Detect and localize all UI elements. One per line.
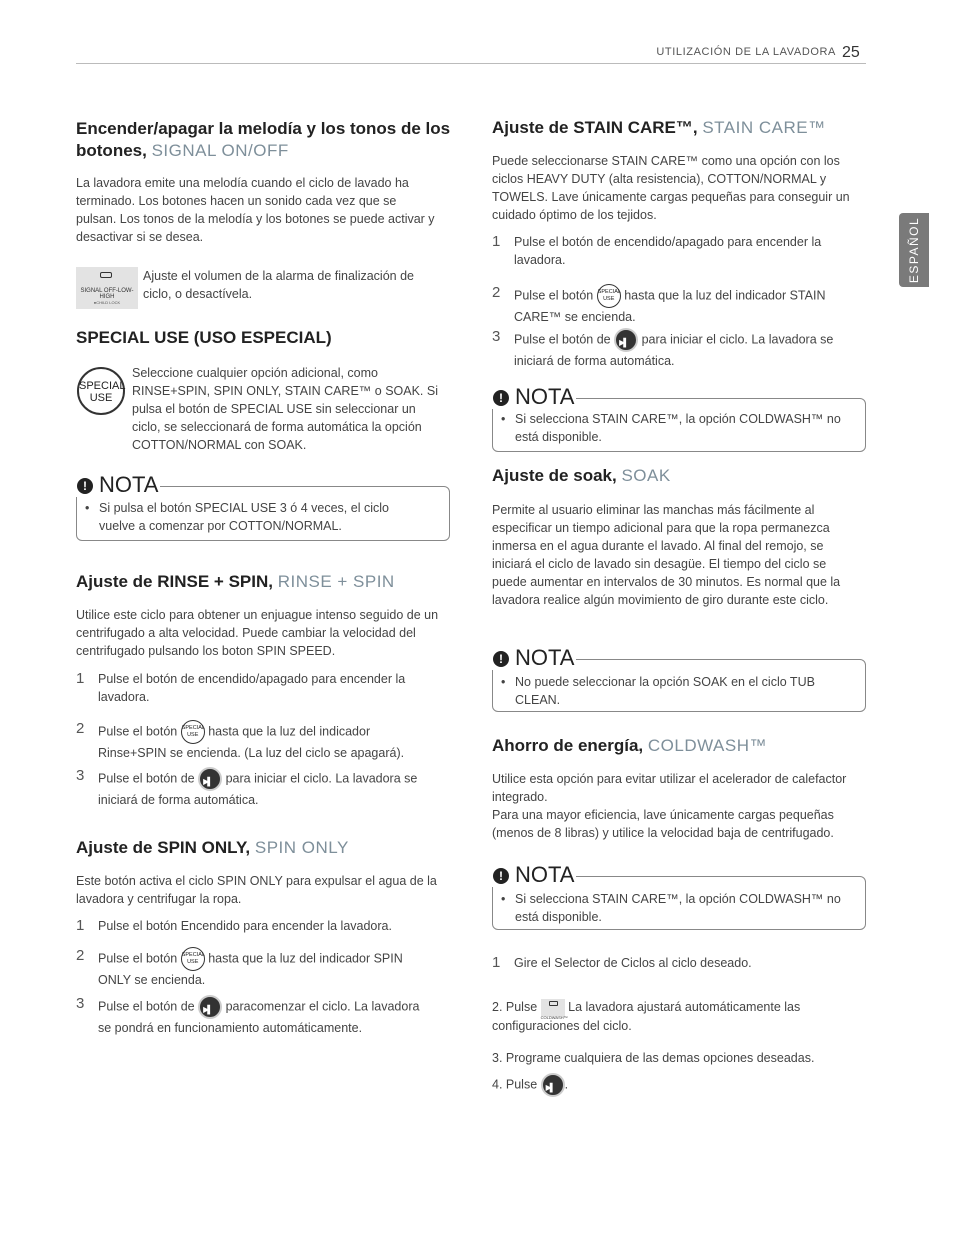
coldwash-button-icon — [540, 999, 568, 1020]
signal-indicator-icon — [100, 272, 112, 278]
spin-heading — [76, 837, 456, 859]
signal-body: La lavadora emite una melodía cuando el ciclo de lavado ha terminado. Los botones hacen un sonido cada vez que se pulsan. Los tonos de la melodía y los botones se puede activar y desactivar si se desea. — [76, 176, 435, 244]
spin-heading-accent: SPIN ONLY — [254, 838, 349, 857]
start-pause-icon — [541, 1073, 565, 1097]
rinse-heading — [76, 571, 456, 593]
step-number: 1 — [492, 954, 501, 971]
stain-heading-accent: STAIN CARE™ — [702, 118, 826, 137]
start-pause-icon — [614, 328, 638, 352]
rinse-step-3 — [76, 767, 436, 807]
rinse-heading-accent: RINSE + SPIN — [277, 572, 395, 591]
coldwash-step-1 — [492, 954, 862, 974]
start-pause-icon — [198, 767, 222, 791]
coldwash-heading — [492, 735, 872, 757]
rinse-step-2 — [76, 720, 436, 760]
coldwash-icon-caption: COLDWASH™ — [540, 1014, 568, 1020]
coldwash-step-3: 3. Programe cualquiera de las demas opciones deseadas. — [492, 1051, 815, 1065]
special-use-icon: SPECIAL USE — [181, 720, 205, 744]
spin-step-1 — [76, 917, 436, 937]
coldwash-heading-text: Ahorro de energía, — [492, 736, 648, 755]
spin-step-3 — [76, 995, 436, 1035]
soak-heading-accent: SOAK — [621, 466, 671, 485]
page-number: 25 — [842, 44, 860, 61]
language-tab-label: ESPAÑOL — [907, 216, 921, 284]
running-header: UTILIZACIÓN DE LA LAVADORA — [656, 46, 836, 58]
note-text-4: Si selecciona STAIN CARE™, la opción COLDWASH™ no está disponible. — [515, 892, 841, 924]
alert-icon: ! — [493, 651, 509, 667]
coldwash-step-4 — [492, 1073, 864, 1097]
step-text: Pulse el botón de encendido/apagado para encender la lavadora. — [514, 235, 822, 267]
step-text: Pulse el botón SPECIAL USE hasta que la luz del indicador SPIN ONLY se encienda. — [98, 947, 436, 989]
step-number: 1 — [76, 670, 85, 687]
step-number: 3 — [76, 767, 85, 784]
note-heading-4: ! NOTA — [491, 863, 576, 887]
bullet-icon: • — [501, 675, 506, 689]
alert-icon: ! — [493, 868, 509, 884]
signal-icon-text: Ajuste el volumen de la alarma de finalización de ciclo, o desactívela. — [143, 269, 414, 301]
signal-heading-accent: SIGNAL ON/OFF — [151, 141, 289, 160]
step-text: Pulse el botón SPECIAL USE hasta que la luz del indicador STAIN CARE™ se encienda. — [514, 284, 860, 326]
stain-heading — [492, 117, 872, 139]
step-text: Pulse el botón de ▶▌ para iniciar el ciclo. La lavadora se iniciará de forma automática. — [98, 767, 436, 809]
spin-heading-text: Ajuste de SPIN ONLY, — [76, 838, 255, 857]
soak-heading — [492, 465, 872, 487]
soak-heading-text: Ajuste de soak, — [492, 466, 622, 485]
step-text: Gire el Selector de Ciclos al ciclo deseado. — [514, 956, 752, 970]
stain-step-2 — [492, 284, 862, 324]
signal-heading-text: Encender/apagar la melodía y los tonos de los botones, — [76, 119, 451, 160]
step-text: La lavadora ajustará automáticamente las configuraciones del ciclo. — [492, 1000, 801, 1033]
soak-body: Permite al usuario eliminar las manchas más fácilmente al especificar un tiempo adicional para que la ropa permanezca inmersa en el agua durante el lavado. Al final del remojo, se iniciará el ciclo de lavado sin desagüe. El tiempo del ciclo se puede aumentar en intervalos de 30 minutos. Es normal que la lavadora realice algún movimiento de giro durante este ciclo. — [492, 503, 841, 607]
step-number: 3 — [76, 995, 85, 1012]
note-box-3 — [492, 645, 866, 712]
step-number: 2 — [76, 947, 85, 964]
note-heading-3: ! NOTA — [491, 646, 576, 670]
bullet-icon: • — [501, 412, 506, 426]
language-tab — [899, 213, 929, 287]
step-number: 2 — [76, 720, 85, 737]
alert-icon: ! — [493, 390, 509, 406]
step-text: Pulse el botón de ▶▌ para iniciar el ciclo. La lavadora se iniciará de forma automática. — [514, 328, 860, 370]
note-heading-2: ! NOTA — [491, 385, 576, 409]
signal-button-icon — [76, 267, 138, 309]
stain-heading-text: Ajuste de STAIN CARE™, — [492, 118, 703, 137]
coldwash-step-2 — [492, 998, 864, 1035]
note-box-4 — [492, 862, 866, 930]
step-text: Pulse el botón de ▶▌ paracomenzar el ciclo. La lavadora se pondrá en funcionamiento automáticamente. — [98, 995, 436, 1037]
rinse-body: Utilice este ciclo para obtener un enjuague intenso seguido de un centrifugado a alta velocidad. Puede cambiar la velocidad del centrifugado pulsando los boton SPIN SPEED. — [76, 608, 439, 658]
rinse-step-1 — [76, 670, 436, 710]
coldwash-indicator-icon — [549, 1001, 558, 1006]
header-divider — [76, 63, 866, 64]
step-number: 1 — [492, 233, 501, 250]
note-box-2 — [492, 384, 866, 452]
note-text-3: No puede seleccionar la opción SOAK en el ciclo TUB CLEAN. — [515, 675, 815, 707]
start-pause-icon — [198, 995, 222, 1019]
bullet-icon: • — [85, 501, 90, 515]
step-text: 4. Pulse — [492, 1077, 538, 1092]
note-heading-1: ! NOTA — [75, 473, 160, 497]
rinse-heading-text: Ajuste de RINSE + SPIN, — [76, 572, 278, 591]
coldwash-body-1: Utilice esta opción para evitar utilizar el acelerador de calefactor integrado. — [492, 772, 847, 804]
signal-icon-sublabel: ●CHILD LOCK — [93, 300, 121, 305]
step-number: 1 — [76, 917, 85, 934]
signal-icon-label: SIGNAL OFF-LOW-HIGH — [80, 288, 134, 300]
stain-step-3 — [492, 328, 862, 368]
special-use-icon: SPECIAL USE — [597, 284, 621, 308]
step-number: 3 — [492, 328, 501, 345]
stain-step-1 — [492, 233, 862, 273]
special-use-icon-label: SPECIAL USE — [79, 380, 126, 404]
note-text-2: Si selecciona STAIN CARE™, la opción COLDWASH™ no está disponible. — [515, 412, 841, 444]
note-box-1 — [76, 472, 450, 541]
special-use-icon — [77, 367, 125, 415]
coldwash-body-2: Para una mayor eficiencia, lave únicamente cargas pequeñas (menos de 8 libras) y utilice la velocidad baja de centrifugado. — [492, 808, 834, 840]
coldwash-heading-accent: COLDWASH™ — [647, 736, 767, 755]
special-body: Seleccione cualquier opción adicional, como RINSE+SPIN, SPIN ONLY, STAIN CARE™ o SOAK. Si pulsa el botón de SPECIAL USE sin seleccionar un ciclo, se seleccionará de forma automática la opción COTTON/NORMAL con SOAK. — [132, 366, 438, 452]
step-text-end: . — [564, 1077, 569, 1092]
step-text: Pulse el botón Encendido para encender la lavadora. — [98, 919, 392, 933]
bullet-icon: • — [501, 892, 506, 906]
step-number: 2 — [492, 284, 501, 301]
special-use-icon: SPECIAL USE — [181, 947, 205, 971]
step-text: 2. Pulse — [492, 1000, 538, 1014]
signal-heading — [76, 118, 456, 162]
spin-body: Este botón activa el ciclo SPIN ONLY para expulsar el agua de la lavadora y centrifugar la ropa. — [76, 874, 437, 906]
spin-step-2 — [76, 947, 436, 987]
step-text: Pulse el botón de encendido/apagado para encender la lavadora. — [98, 672, 406, 704]
stain-body: Puede seleccionarse STAIN CARE™ como una opción con los ciclos HEAVY DUTY (alta resistencia), COTTON/NORMAL y TOWELS. Lave únicamente cargas pequeñas para conseguir un cuidado óptimo de los tejidos. — [492, 154, 850, 222]
note-text-1: Si pulsa el botón SPECIAL USE 3 ó 4 veces, el ciclo vuelve a comenzar por COTTON/NORMAL. — [99, 501, 389, 533]
special-heading: SPECIAL USE (USO ESPECIAL) — [76, 328, 332, 347]
alert-icon: ! — [77, 478, 93, 494]
step-text: Pulse el botón SPECIAL USE hasta que la luz del indicador Rinse+SPIN se encienda. (La luz del ciclo se apagará). — [98, 720, 436, 762]
